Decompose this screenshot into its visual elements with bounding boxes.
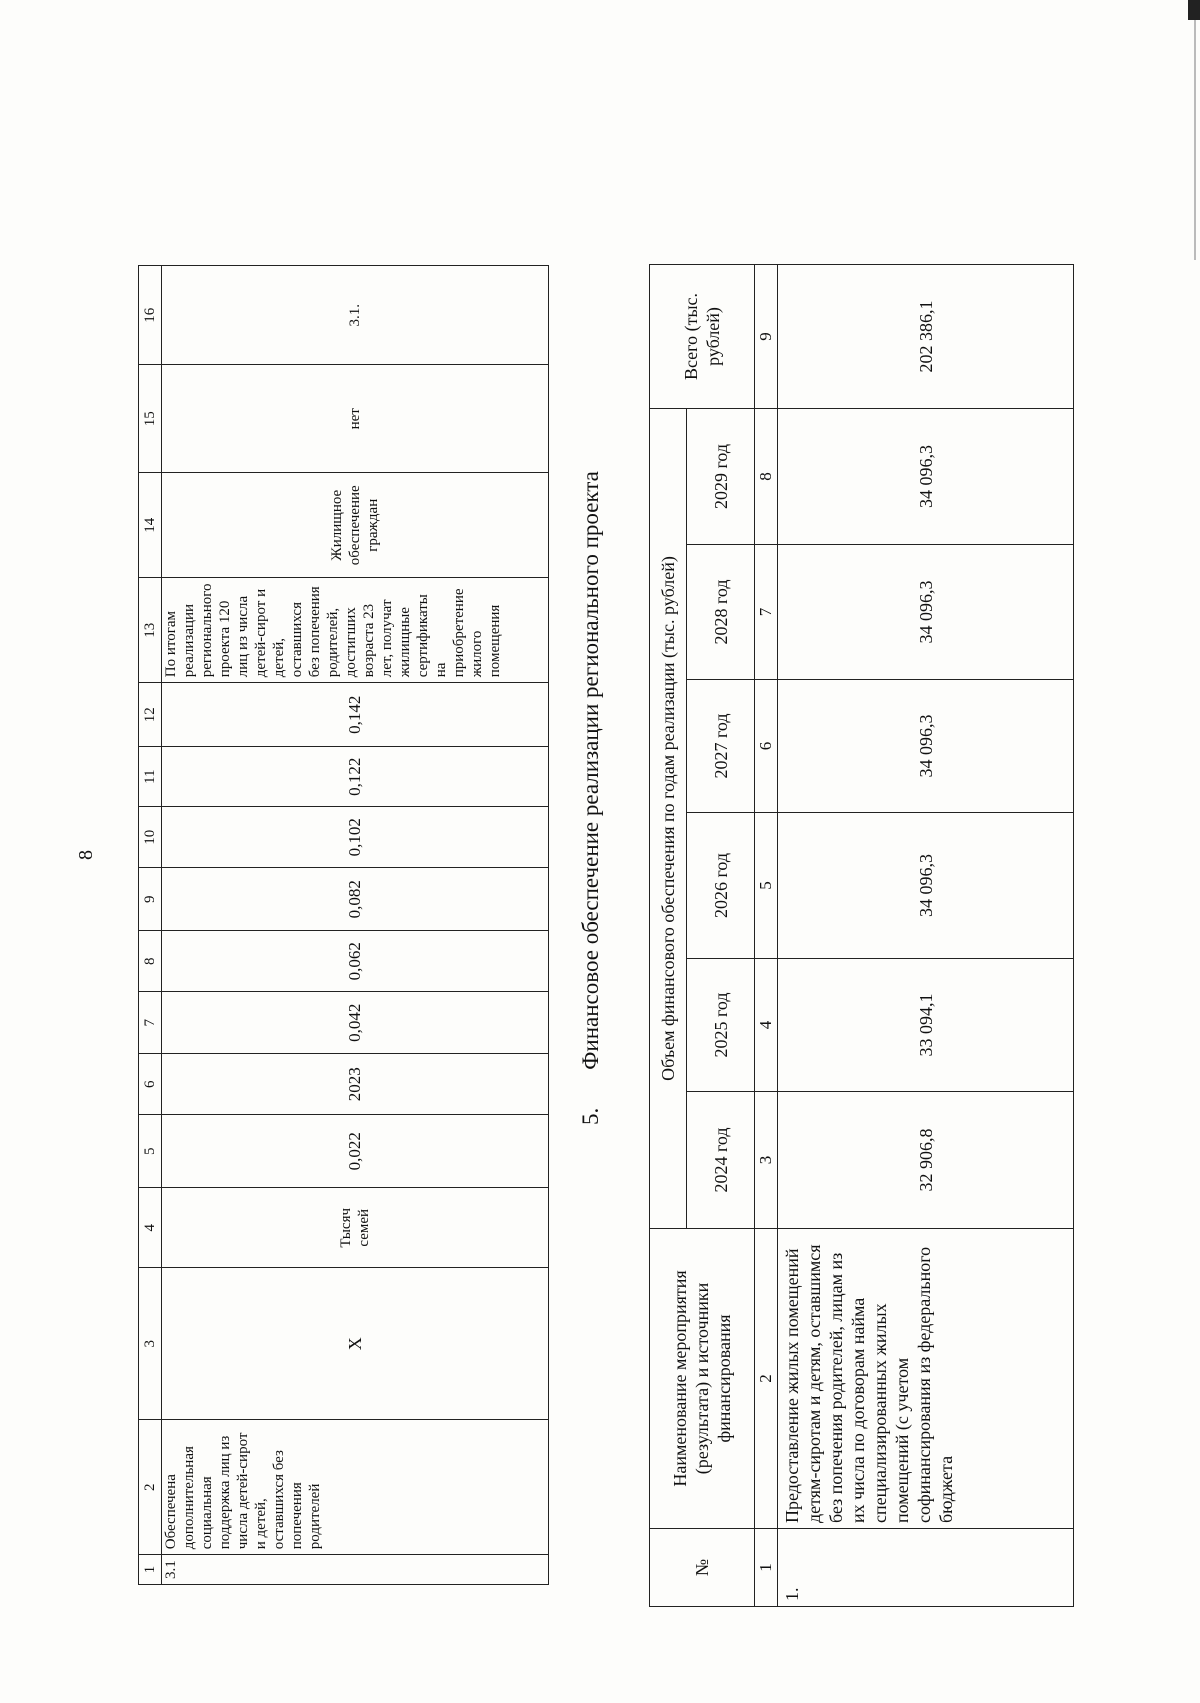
col-number: 1 bbox=[755, 1529, 778, 1607]
unit: Тысяч семей bbox=[162, 1188, 549, 1268]
header-volume: Объем финансового обеспечения по годам реализации (тыс. рублей) bbox=[650, 409, 687, 1229]
section-heading bbox=[578, 471, 604, 1125]
col-number: 16 bbox=[139, 266, 162, 365]
column-number-row bbox=[755, 265, 778, 1607]
value-2028: 0,122 bbox=[162, 747, 549, 807]
col-number: 3 bbox=[755, 1092, 778, 1229]
column-number-row bbox=[139, 266, 162, 1585]
col-number: 13 bbox=[139, 578, 162, 683]
header-year: 2024 год bbox=[687, 1092, 755, 1229]
result-name: Обеспечена дополнительная социальная поддержка лиц из числа детей-сирот и детей, оставшихся без попечения родителей bbox=[162, 1420, 549, 1555]
amount-2025: 33 094,1 bbox=[778, 959, 1074, 1092]
header-year: 2028 год bbox=[687, 545, 755, 680]
col-number: 1 bbox=[139, 1555, 162, 1585]
results-table bbox=[138, 265, 549, 1585]
col-number: 9 bbox=[755, 265, 778, 409]
col-number: 3 bbox=[139, 1268, 162, 1420]
col-number: 11 bbox=[139, 747, 162, 807]
amount-2029: 34 096,3 bbox=[778, 409, 1074, 545]
col-number: 6 bbox=[755, 680, 778, 813]
col-number: 6 bbox=[139, 1054, 162, 1115]
col-number: 2 bbox=[755, 1229, 778, 1529]
base-value: 0,022 bbox=[162, 1115, 549, 1188]
col-number: 5 bbox=[139, 1115, 162, 1188]
table-row bbox=[162, 266, 549, 1585]
col-number: 4 bbox=[139, 1188, 162, 1268]
col-number: 14 bbox=[139, 473, 162, 578]
value-2024: 0,042 bbox=[162, 992, 549, 1054]
header-year: 2026 год bbox=[687, 813, 755, 959]
col-number: 10 bbox=[139, 807, 162, 868]
header-name: Наименование мероприятия (результата) и источники финансирования bbox=[650, 1229, 755, 1529]
amount-2028: 34 096,3 bbox=[778, 545, 1074, 680]
row-index: 3.1 bbox=[162, 1555, 549, 1585]
amount-2026: 34 096,3 bbox=[778, 813, 1074, 959]
col-number: 7 bbox=[755, 545, 778, 680]
measure-name: Предоставление жилых помещений детям-сиротам и детям, оставшимся без попечения родителей, лицам из их числа по договорам найма специализированных жилых помещений (с учетом софинансирования из федерального бюджета bbox=[778, 1229, 1074, 1529]
base-year: 2023 bbox=[162, 1054, 549, 1115]
value-2027: 0,102 bbox=[162, 807, 549, 868]
col-number: 12 bbox=[139, 683, 162, 747]
amount-total: 202 386,1 bbox=[778, 265, 1074, 409]
header-year: 2025 год bbox=[687, 959, 755, 1092]
col-number: 8 bbox=[139, 931, 162, 992]
financing-table bbox=[649, 264, 1074, 1607]
header-number: № bbox=[650, 1529, 755, 1607]
link-number: 3.1. bbox=[162, 266, 549, 365]
col-number: 4 bbox=[755, 959, 778, 1092]
header-year: 2029 год bbox=[687, 409, 755, 545]
col-number: 7 bbox=[139, 992, 162, 1054]
page-number: 8 bbox=[75, 850, 97, 860]
header-year: 2027 год bbox=[687, 680, 755, 813]
header-row bbox=[650, 265, 687, 1607]
header-total: Всего (тыс. рублей) bbox=[650, 265, 755, 409]
result-flag: нет bbox=[162, 365, 549, 473]
amount-2027: 34 096,3 bbox=[778, 680, 1074, 813]
col-number: 8 bbox=[755, 409, 778, 545]
table-row bbox=[778, 265, 1074, 1607]
section-number: 5. bbox=[578, 1107, 603, 1125]
result-category: Жилищное обеспечение граждан bbox=[162, 473, 549, 578]
value-2025: 0,062 bbox=[162, 931, 549, 992]
value-2029: 0,142 bbox=[162, 683, 549, 747]
col-number: 2 bbox=[139, 1420, 162, 1555]
amount-2024: 32 906,8 bbox=[778, 1092, 1074, 1229]
section-title: Финансовое обеспечение реализации регионального проекта bbox=[578, 471, 603, 1070]
value-2026: 0,082 bbox=[162, 868, 549, 931]
col-number: 15 bbox=[139, 365, 162, 473]
result-type: Х bbox=[162, 1268, 549, 1420]
result-description: По итогам реализации регионального проекта 120 лиц из числа детей-сирот и детей, оставшихся без попечения родителей, достигших возраста 23 лет, получат жилищные сертификаты на приобретение жилого помещения bbox=[162, 578, 549, 683]
row-number: 1. bbox=[778, 1529, 1074, 1607]
col-number: 9 bbox=[139, 868, 162, 931]
col-number: 5 bbox=[755, 813, 778, 959]
